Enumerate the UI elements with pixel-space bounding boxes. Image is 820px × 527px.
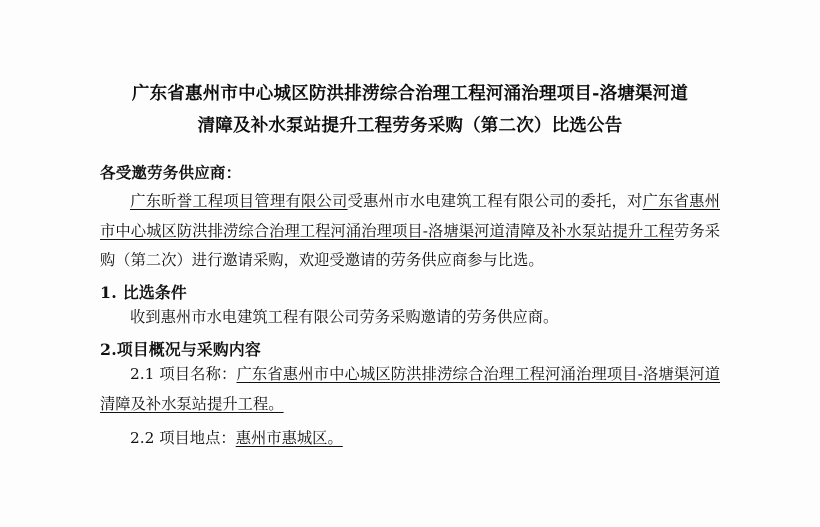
salutation: 各受邀劳务供应商： [100,162,242,182]
section-1-title: 比选条件 [122,283,187,303]
section-1-number: 1. [100,283,117,303]
item-2-value: 惠州市惠城区。 [235,428,343,447]
item-1-label: 2.1 项目名称： [130,365,237,384]
intro-project-name: 广东省惠州市中心城区防洪排涝综合治理工程河涌治理项目-洛塘渠河道清障及补水泵站提升工程 [100,191,720,240]
title-line-2: 清障及补水泵站提升工程劳务采购（第二次）比选公告 [197,116,623,137]
intro-paragraph [100,187,720,276]
section-2-number: 2. [100,340,117,360]
item-1-value: 广东省惠州市中心城区防洪排涝综合治理工程河涌治理项目-洛塘渠河道清障及补水泵站提升工程。 [100,365,720,413]
section-2-item-2 [100,424,720,454]
section-2-title: 项目概况与采购内容 [116,340,261,360]
section-2-heading [100,337,720,360]
section-2-item-1 [100,360,720,420]
item-2-label: 2.2 项目地点： [130,428,236,447]
section-1-body: 收到惠州市水电建筑工程有限公司劳务采购邀请的劳务供应商。 [130,308,559,327]
intro-text-2: 劳务采购（第二次）进行邀请采购，欢迎受邀请的劳务供应商参与比选。 [100,221,720,270]
section-1-heading [100,280,720,303]
intro-text-1: 受惠州市水电建筑工程有限公司的委托，对 [347,191,643,210]
title-line-1: 广东省惠州市中心城区防洪排涝综合治理工程河涌治理项目-洛塘渠河道 [131,84,689,104]
page-title [100,78,720,143]
intro-company: 广东昕誉工程项目管理有限公司 [130,191,348,210]
